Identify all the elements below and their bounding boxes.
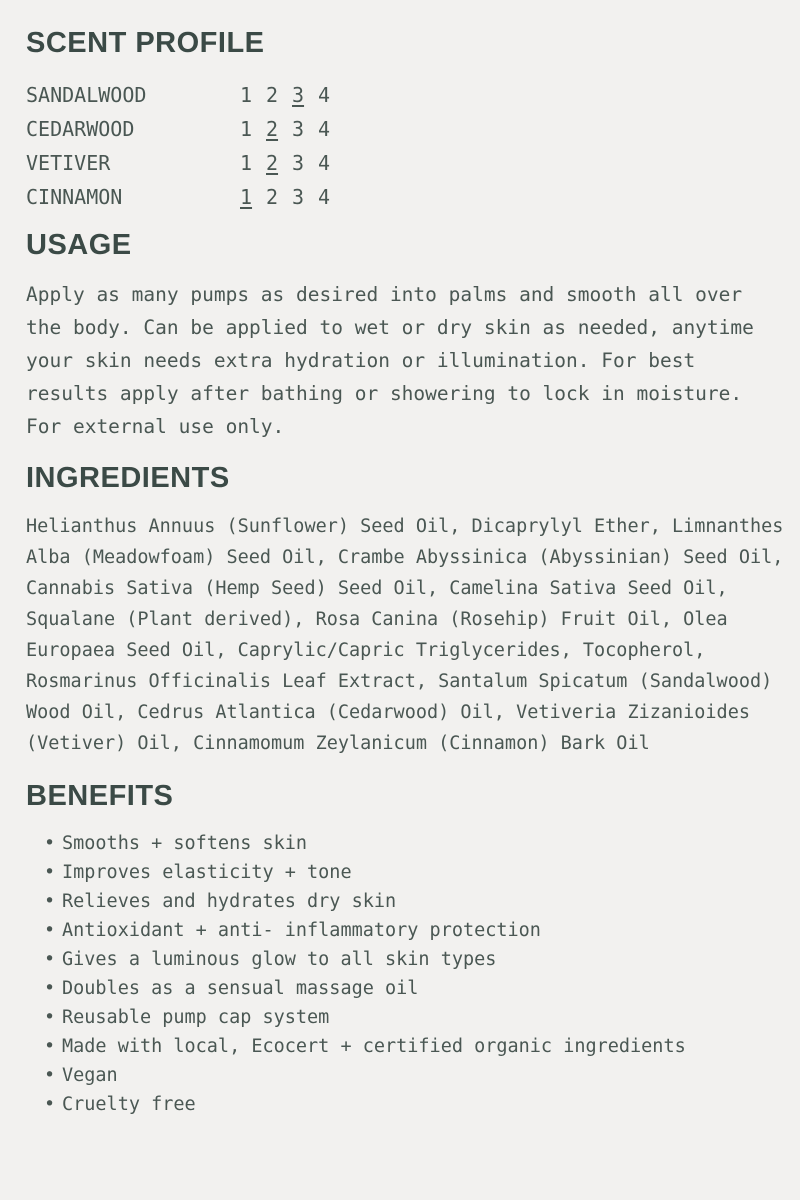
usage-heading: USAGE [26, 229, 132, 261]
scent-row-cinnamon [26, 180, 786, 214]
scent-level-number: 4 [318, 185, 331, 209]
benefit-text: Improves elasticity + tone [62, 862, 352, 883]
scent-level-number: 3 [292, 185, 305, 209]
bullet-icon: • [44, 1036, 56, 1057]
ingredients-heading: INGREDIENTS [26, 462, 230, 494]
benefit-text: Doubles as a sensual massage oil [62, 978, 419, 999]
scent-level-number: 1 [240, 185, 253, 209]
scent-level-number: 4 [318, 117, 331, 141]
benefits-list [26, 829, 786, 1119]
benefit-text: Relieves and hydrates dry skin [62, 891, 397, 912]
scent-level [318, 78, 344, 112]
scent-level-number: 3 [292, 117, 305, 141]
bullet-icon: • [44, 862, 56, 883]
scent-level [318, 146, 344, 180]
benefit-text: Cruelty free [62, 1094, 196, 1115]
scent-intensity-scale [240, 146, 344, 180]
bullet-icon: • [44, 920, 56, 941]
bullet-icon: • [44, 1065, 56, 1086]
scent-profile-table [26, 78, 786, 214]
scent-level [240, 78, 266, 112]
bullet-icon: • [44, 1094, 56, 1115]
scent-level-number: 1 [240, 151, 253, 175]
scent-level-number: 2 [266, 117, 279, 141]
scent-level-number: 2 [266, 151, 279, 175]
benefit-text: Smooths + softens skin [62, 833, 308, 854]
scent-row-vetiver [26, 146, 786, 180]
scent-intensity-scale [240, 78, 344, 112]
benefit-item [26, 916, 786, 945]
benefit-text: Reusable pump cap system [62, 1007, 330, 1028]
scent-level-number: 4 [318, 151, 331, 175]
scent-name: SANDALWOOD [26, 83, 147, 107]
scent-level [240, 146, 266, 180]
scent-level [318, 180, 344, 214]
ingredients-text: Helianthus Annuus (Sunflower) Seed Oil, Dicaprylyl Ether, Limnanthes Alba (Meadowfoam) Seed Oil, Crambe Abyssinica (Abyssinian) Seed Oil, Cannabis Sativa (Hemp Seed) Seed Oil, Camelina Sativa Seed Oil, Squalane (Plant derived), Rosa Canina (Rosehip) Fruit Oil, Olea Europaea Seed Oil, Caprylic/Capric Triglycerides, Tocopherol, Rosmarinus Officinalis Leaf Extract, Santalum Spicatum (Sandalwood) Wood Oil, Cedrus Atlantica (Cedarwood) Oil, Vetiveria Zizanioides (Vetiver) Oil, Cinnamomum Zeylanicum (Cinnamon) Bark Oil [26, 516, 784, 754]
bullet-icon: • [44, 949, 56, 970]
scent-level [292, 180, 318, 214]
bullet-icon: • [44, 978, 56, 999]
usage-note: For external use only. [26, 415, 285, 438]
usage-instructions: Apply as many pumps as desired into palms and smooth all over the body. Can be applied to wet or dry skin as needed, anytime your skin needs extra hydration or illumination. For best results apply after bathing or showering to lock in moisture. [26, 283, 754, 405]
scent-intensity-scale [240, 112, 344, 146]
scent-name: CINNAMON [26, 185, 123, 209]
benefit-item [26, 1032, 786, 1061]
scent-level [266, 180, 292, 214]
scent-level [292, 146, 318, 180]
benefit-item [26, 858, 786, 887]
benefit-text: Vegan [62, 1065, 118, 1086]
scent-level-number: 2 [266, 83, 279, 107]
benefit-text: Made with local, Ecocert + certified organic ingredients [62, 1036, 686, 1057]
scent-level-number: 1 [240, 83, 253, 107]
scent-level-number: 4 [318, 83, 331, 107]
bullet-icon: • [44, 1007, 56, 1028]
benefit-item [26, 1090, 786, 1119]
scent-level-selected [292, 78, 318, 112]
scent-level-selected [266, 146, 292, 180]
benefit-item [26, 974, 786, 1003]
benefit-item [26, 887, 786, 916]
benefit-text: Antioxidant + anti- inflammatory protection [62, 920, 541, 941]
benefit-item [26, 1003, 786, 1032]
scent-intensity-scale [240, 180, 344, 214]
scent-level [318, 112, 344, 146]
product-details [26, 0, 786, 1119]
scent-name: CEDARWOOD [26, 117, 135, 141]
usage-text [26, 278, 786, 443]
scent-level-number: 2 [266, 185, 279, 209]
scent-level [266, 78, 292, 112]
scent-profile-heading: SCENT PROFILE [26, 27, 265, 59]
scent-level-number: 3 [292, 151, 305, 175]
scent-name: VETIVER [26, 151, 111, 175]
scent-level-selected [266, 112, 292, 146]
scent-level [292, 112, 318, 146]
benefit-item [26, 829, 786, 858]
scent-row-cedarwood [26, 112, 786, 146]
bullet-icon: • [44, 833, 56, 854]
scent-row-sandalwood [26, 78, 786, 112]
scent-level-number: 3 [292, 83, 305, 107]
bullet-icon: • [44, 891, 56, 912]
scent-level-selected [240, 180, 266, 214]
benefit-item [26, 1061, 786, 1090]
scent-level [240, 112, 266, 146]
benefits-heading: BENEFITS [26, 780, 174, 812]
benefit-text: Gives a luminous glow to all skin types [62, 949, 497, 970]
scent-level-number: 1 [240, 117, 253, 141]
benefit-item [26, 945, 786, 974]
